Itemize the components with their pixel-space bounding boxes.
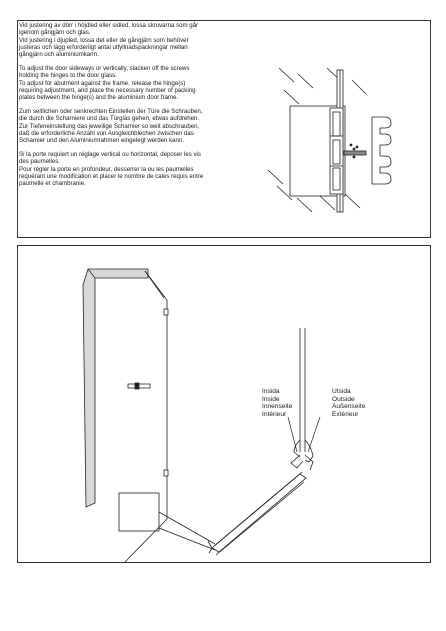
seal-cross-section xyxy=(291,328,313,470)
detail-highlight-box xyxy=(119,493,159,531)
instruction-en: To adjust the door sideways or vertically, slacken off the screws holding the hinges to the door glass. To adjust for abutment against the frame, release the hinge(s) requiring adjustment, and place the necessary number of packing plates between the hinge(s) and the aluminium door frame. xyxy=(19,64,196,102)
lower-hinge xyxy=(164,470,168,476)
door-handle xyxy=(128,383,150,389)
upper-hinge xyxy=(164,309,168,315)
outside-label: Utsida Outside Außenseite Extérieur xyxy=(332,388,366,418)
instruction-sv: Vid justering av dörr i höjdled eller sidled, lossa skruvarna som går igenom gångjärn och glas. Vid justering i djupled, lossa det eller de gångjärn som behöver justeras och lägg erforderligt antal utfyllnadspackningar mellan gångjärn och aluminiumkarm. xyxy=(19,22,199,59)
instruction-fr: Si la porte requiert un réglage vertical ou horizontal, deposer les vis des paumelles. Pour régler la porte en profondeur, desserrer la ou les paumelles requérant une modification et placer le nombre de cales requis entre paumelle et chambranie. xyxy=(19,150,204,188)
instruction-de: Zum seitlichen oder senkrechten Einstellen der Türe die Schrauben, die durch die Scharniere und das Türglas gehen, etwas aufdrehen. Zur Tiefeneinstellung das jeweilige Scharnier so weit abschrauben, daß die erforderliche Anzahl von Ausgleichblechen zwischen das Scharnier und den Aluminiumrahmen eingelegt werden kann. xyxy=(19,107,203,145)
glass-door-leaf xyxy=(125,271,167,562)
inside-label: Insida Inside Innenseite Intérieur xyxy=(262,388,293,418)
seal-strip-profile xyxy=(208,472,306,555)
